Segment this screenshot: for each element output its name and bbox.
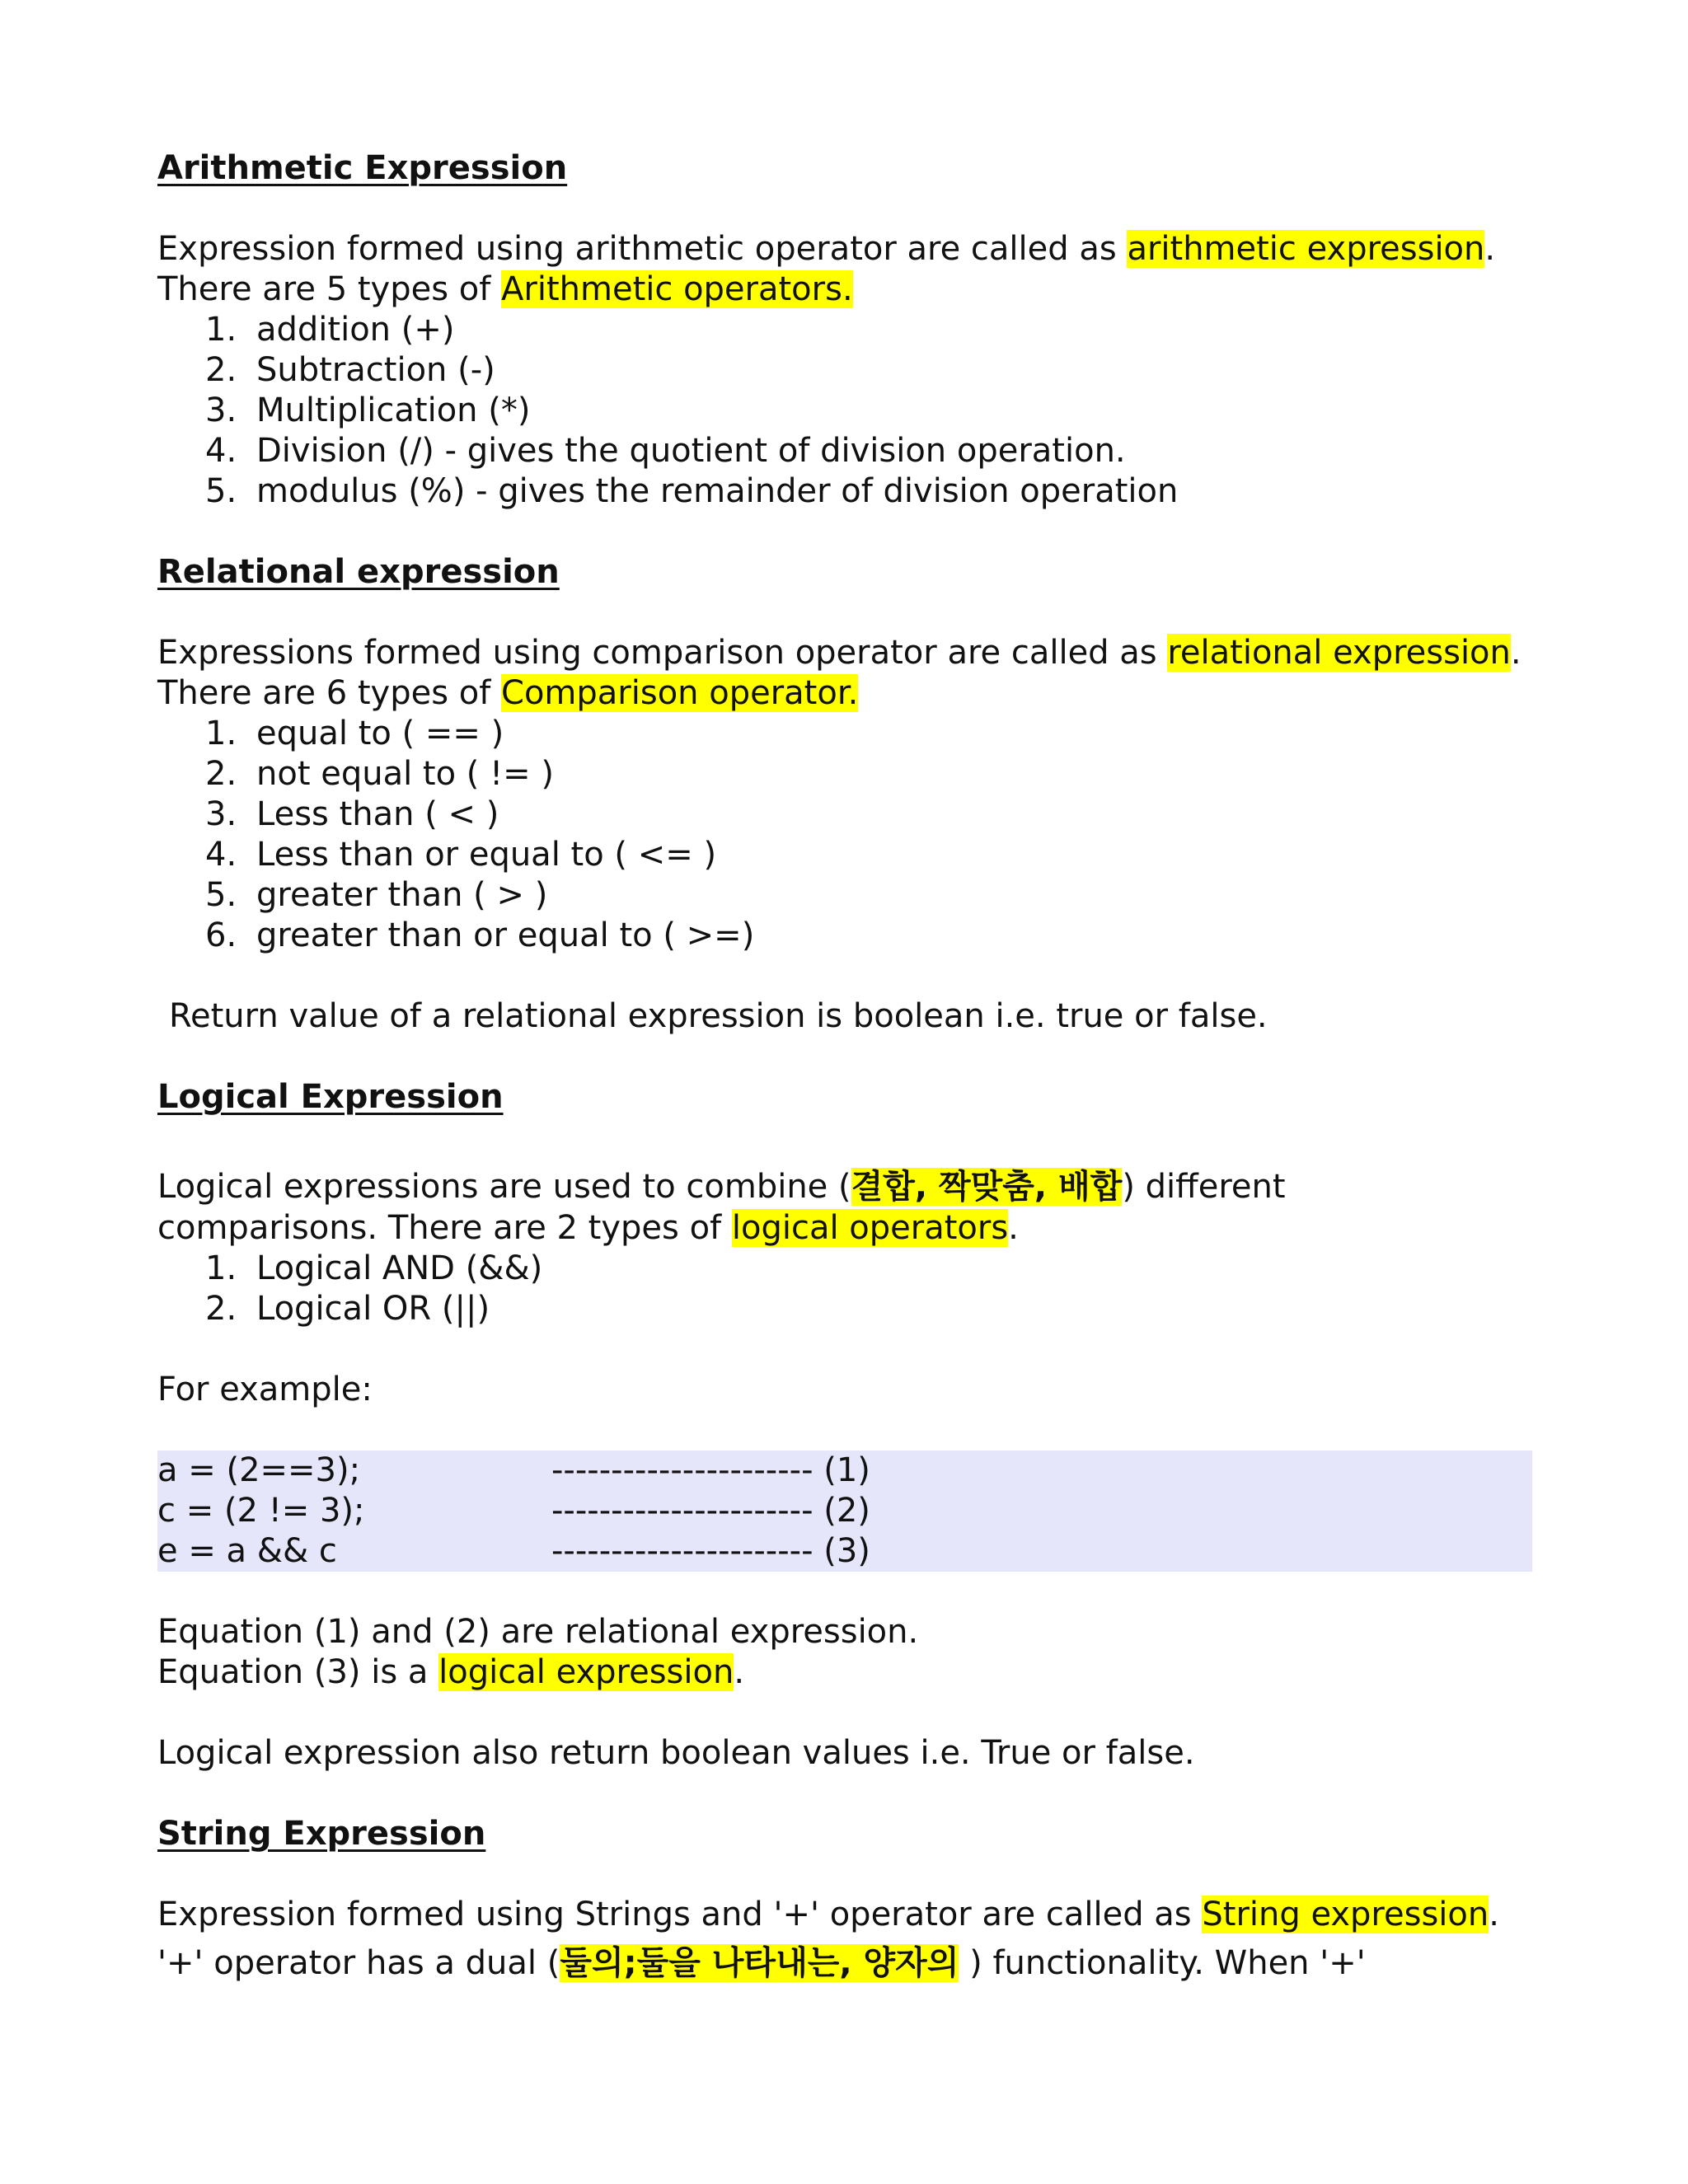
spacer [157, 1329, 1542, 1370]
highlight-comparison-operator: Comparison operator. [501, 674, 859, 712]
code-equation-label: ---------------------- (1) [551, 1451, 870, 1489]
text-run: Logical expressions are used to combine ( [157, 1168, 851, 1206]
equation-note-1: Equation (1) and (2) are relational expression. [157, 1613, 919, 1651]
highlight-korean-combine: 결합, 짝맞춤, 배합 [851, 1168, 1123, 1206]
text-run: . [1510, 634, 1522, 672]
spacer [157, 956, 1542, 996]
text-run: There are 6 types of [157, 674, 502, 712]
relational-definition [157, 633, 1542, 673]
list-text: Subtraction (-) [256, 351, 495, 389]
list-number: 3. [205, 795, 237, 833]
arithmetic-operator-list [157, 310, 1542, 512]
highlight-relational-expression: relational expression [1167, 634, 1511, 672]
list-item [157, 1249, 1542, 1289]
list-item [157, 794, 1542, 835]
list-number: 2. [205, 755, 237, 793]
highlight-korean-dual: 둘의;둘을 나타내는, 양자의 [560, 1944, 959, 1982]
arithmetic-types-intro [157, 269, 1542, 310]
logical-types-intro [157, 1208, 1542, 1249]
highlight-string-expression: String expression [1202, 1896, 1489, 1933]
relational-return-note: Return value of a relational expression is boolean i.e. true or false. [169, 997, 1268, 1035]
arithmetic-heading: Arithmetic Expression [157, 149, 568, 187]
list-item [157, 350, 1542, 391]
example-label: For example: [157, 1371, 373, 1408]
highlight-arithmetic-operators: Arithmetic operators. [501, 270, 853, 308]
string-heading: String Expression [157, 1815, 486, 1853]
list-number: 5. [205, 472, 237, 510]
list-text: Less than or equal to ( <= ) [256, 836, 717, 874]
logical-definition [157, 1165, 1542, 1208]
list-item [157, 754, 1542, 794]
text-run: '+' operator has a dual ( [157, 1944, 560, 1982]
list-number: 4. [205, 836, 237, 874]
list-item [157, 714, 1542, 754]
list-number: 1. [205, 1249, 237, 1287]
text-run: Equation (3) is a [157, 1653, 439, 1691]
list-item [157, 310, 1542, 350]
text-run: ) different [1122, 1168, 1286, 1206]
text-run: . [1489, 1896, 1499, 1933]
logical-heading: Logical Expression [157, 1078, 504, 1116]
spacer [157, 512, 1542, 552]
code-equation-label: ---------------------- (2) [551, 1492, 870, 1530]
code-statement: c = (2 != 3); [157, 1492, 365, 1530]
list-item [157, 431, 1542, 471]
code-line [157, 1531, 1532, 1572]
text-run: comparisons. There are 2 types of [157, 1209, 732, 1247]
highlight-logical-operators: logical operators [731, 1209, 1009, 1247]
document-page [157, 148, 1542, 1991]
list-item [157, 835, 1542, 875]
list-number: 6. [205, 916, 237, 954]
list-text: greater than or equal to ( >=) [256, 916, 755, 954]
comparison-operator-list [157, 714, 1542, 956]
code-line [157, 1451, 1532, 1491]
list-text: not equal to ( != ) [256, 755, 554, 793]
list-text: Division (/) - gives the quotient of division operation. [256, 432, 1126, 470]
list-number: 2. [205, 1290, 237, 1328]
list-number: 1. [205, 311, 237, 349]
text-run: . [1008, 1209, 1019, 1247]
list-text: equal to ( == ) [256, 715, 504, 752]
list-item [157, 1289, 1542, 1329]
list-number: 5. [205, 876, 237, 914]
text-run: ) functionality. When '+' [959, 1944, 1366, 1982]
relational-types-intro [157, 673, 1542, 714]
text-run: . [1484, 230, 1496, 268]
string-dual-functionality [157, 1935, 1542, 1991]
logical-operator-list [157, 1249, 1542, 1329]
spacer [157, 1774, 1542, 1814]
code-statement: a = (2==3); [157, 1451, 361, 1489]
string-definition [157, 1895, 1542, 1935]
highlight-arithmetic-expression: arithmetic expression [1127, 230, 1485, 268]
list-text: Logical AND (&&) [256, 1249, 543, 1287]
list-item [157, 391, 1542, 431]
text-run: Expression formed using Strings and '+' operator are called as [157, 1896, 1203, 1933]
spacer [157, 1572, 1542, 1612]
list-item [157, 875, 1542, 916]
list-item [157, 471, 1542, 512]
relational-heading: Relational expression [157, 553, 560, 591]
text-run: Expressions formed using comparison operator are called as [157, 634, 1168, 672]
list-text: Multiplication (*) [256, 391, 531, 429]
code-statement: e = a && c [157, 1532, 337, 1570]
arithmetic-definition [157, 229, 1542, 269]
spacer [157, 1693, 1542, 1733]
text-run: There are 5 types of [157, 270, 502, 308]
list-text: greater than ( > ) [256, 876, 548, 914]
logical-return-note: Logical expression also return boolean values i.e. True or false. [157, 1734, 1195, 1772]
text-run: . [734, 1653, 745, 1691]
code-line [157, 1491, 1532, 1531]
list-number: 3. [205, 391, 237, 429]
spacer [157, 1410, 1542, 1451]
list-text: Less than ( < ) [256, 795, 499, 833]
spacer [157, 1037, 1542, 1077]
code-example-block [157, 1451, 1532, 1572]
list-text: addition (+) [256, 311, 455, 349]
highlight-logical-expression: logical expression [438, 1653, 734, 1691]
list-number: 4. [205, 432, 237, 470]
list-item [157, 916, 1542, 956]
list-number: 2. [205, 351, 237, 389]
equation-note-2 [157, 1652, 1542, 1693]
code-equation-label: ---------------------- (3) [551, 1532, 870, 1570]
list-text: modulus (%) - gives the remainder of division operation [256, 472, 1179, 510]
list-text: Logical OR (||) [256, 1290, 490, 1328]
list-number: 1. [205, 715, 237, 752]
text-run: Expression formed using arithmetic operator are called as [157, 230, 1128, 268]
